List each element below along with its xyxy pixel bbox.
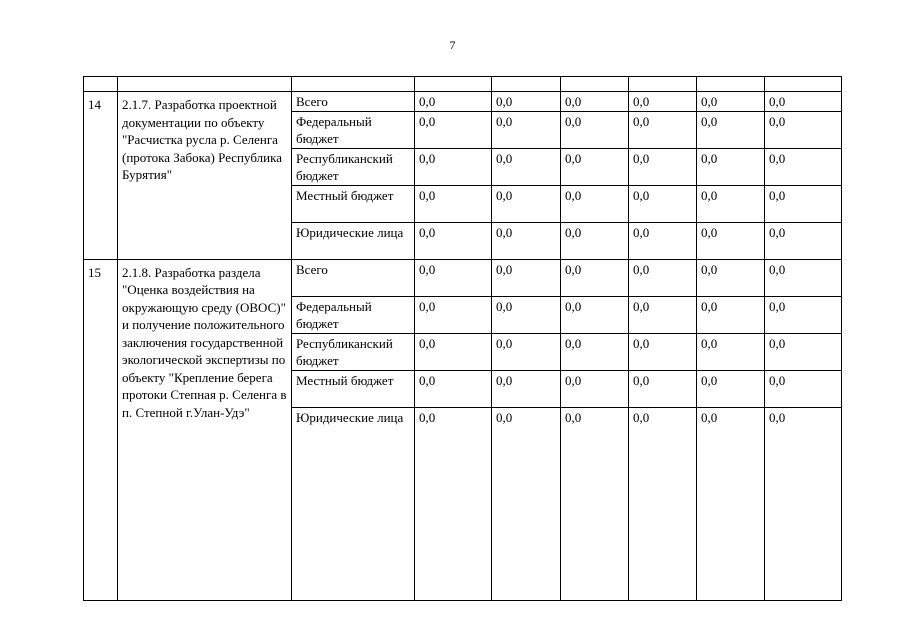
funding-value: 0,0 bbox=[697, 296, 765, 333]
funding-value: 0,0 bbox=[765, 259, 842, 296]
header-cell bbox=[292, 77, 415, 92]
funding-value: 0,0 bbox=[415, 185, 492, 222]
funding-value: 0,0 bbox=[561, 296, 629, 333]
funding-value: 0,0 bbox=[415, 111, 492, 148]
funding-value: 0,0 bbox=[765, 370, 842, 407]
funding-value: 0,0 bbox=[561, 259, 629, 296]
funding-value: 0,0 bbox=[492, 259, 561, 296]
funding-value: 0,0 bbox=[697, 333, 765, 370]
funding-value: 0,0 bbox=[765, 111, 842, 148]
table-row bbox=[84, 92, 842, 112]
funding-value: 0,0 bbox=[765, 148, 842, 185]
funding-value: 0,0 bbox=[765, 222, 842, 259]
header-cell bbox=[84, 77, 118, 92]
funding-value: 0,0 bbox=[561, 370, 629, 407]
funding-value: 0,0 bbox=[415, 333, 492, 370]
activity-description: 2.1.7. Разработка проектной документации по объекту "Расчистка русла р. Селенга (протока Забока) Республика Бурятия" bbox=[118, 92, 292, 260]
funding-source-label: Федеральный бюджет bbox=[292, 111, 415, 148]
funding-value: 0,0 bbox=[765, 185, 842, 222]
funding-value: 0,0 bbox=[492, 370, 561, 407]
funding-source-label: Республиканский бюджет bbox=[292, 333, 415, 370]
funding-value: 0,0 bbox=[629, 407, 697, 600]
funding-value: 0,0 bbox=[561, 148, 629, 185]
funding-value: 0,0 bbox=[492, 92, 561, 112]
funding-source-label: Федеральный бюджет bbox=[292, 296, 415, 333]
budget-table bbox=[83, 76, 842, 601]
funding-value: 0,0 bbox=[492, 111, 561, 148]
funding-source-label: Местный бюджет bbox=[292, 185, 415, 222]
funding-value: 0,0 bbox=[415, 92, 492, 112]
row-number: 15 bbox=[84, 259, 118, 600]
funding-value: 0,0 bbox=[765, 92, 842, 112]
funding-value: 0,0 bbox=[629, 148, 697, 185]
funding-value: 0,0 bbox=[415, 296, 492, 333]
funding-value: 0,0 bbox=[697, 259, 765, 296]
funding-value: 0,0 bbox=[415, 259, 492, 296]
funding-value: 0,0 bbox=[765, 333, 842, 370]
funding-value: 0,0 bbox=[697, 185, 765, 222]
funding-value: 0,0 bbox=[415, 222, 492, 259]
funding-value: 0,0 bbox=[415, 148, 492, 185]
funding-value: 0,0 bbox=[697, 92, 765, 112]
funding-value: 0,0 bbox=[697, 222, 765, 259]
funding-value: 0,0 bbox=[561, 92, 629, 112]
funding-value: 0,0 bbox=[629, 111, 697, 148]
table-row bbox=[84, 259, 842, 296]
header-cell bbox=[561, 77, 629, 92]
header-cell bbox=[492, 77, 561, 92]
page-number: 7 bbox=[449, 38, 456, 52]
funding-value: 0,0 bbox=[697, 148, 765, 185]
header-cell bbox=[415, 77, 492, 92]
funding-value: 0,0 bbox=[492, 296, 561, 333]
funding-source-label: Всего bbox=[292, 259, 415, 296]
funding-value: 0,0 bbox=[492, 222, 561, 259]
funding-source-label: Юридические лица bbox=[292, 222, 415, 259]
funding-value: 0,0 bbox=[629, 370, 697, 407]
funding-value: 0,0 bbox=[697, 370, 765, 407]
funding-value: 0,0 bbox=[629, 222, 697, 259]
funding-value: 0,0 bbox=[629, 259, 697, 296]
funding-source-label: Всего bbox=[292, 92, 415, 112]
funding-value: 0,0 bbox=[697, 111, 765, 148]
funding-source-label: Республиканский бюджет bbox=[292, 148, 415, 185]
funding-value: 0,0 bbox=[561, 333, 629, 370]
header-cell bbox=[697, 77, 765, 92]
funding-value: 0,0 bbox=[561, 407, 629, 600]
funding-value: 0,0 bbox=[629, 296, 697, 333]
funding-value: 0,0 bbox=[415, 407, 492, 600]
funding-value: 0,0 bbox=[561, 111, 629, 148]
funding-source-label: Юридические лица bbox=[292, 407, 415, 600]
funding-value: 0,0 bbox=[492, 185, 561, 222]
funding-value: 0,0 bbox=[697, 407, 765, 600]
funding-value: 0,0 bbox=[629, 185, 697, 222]
funding-value: 0,0 bbox=[561, 185, 629, 222]
funding-value: 0,0 bbox=[765, 407, 842, 600]
header-cell bbox=[765, 77, 842, 92]
funding-value: 0,0 bbox=[492, 148, 561, 185]
table-header-row bbox=[84, 77, 842, 92]
activity-description: 2.1.8. Разработка раздела "Оценка воздействия на окружающую среду (ОВОС)" и получение положительного заключения государственной экологической экспертизы по объекту "Крепление берега протоки Степная р. Селенга в п. Степной г.Улан-Удэ" bbox=[118, 259, 292, 600]
header-cell bbox=[118, 77, 292, 92]
funding-value: 0,0 bbox=[415, 370, 492, 407]
row-number: 14 bbox=[84, 92, 118, 260]
funding-value: 0,0 bbox=[492, 407, 561, 600]
funding-value: 0,0 bbox=[629, 333, 697, 370]
header-cell bbox=[629, 77, 697, 92]
funding-value: 0,0 bbox=[561, 222, 629, 259]
funding-value: 0,0 bbox=[492, 333, 561, 370]
funding-value: 0,0 bbox=[765, 296, 842, 333]
funding-value: 0,0 bbox=[629, 92, 697, 112]
funding-source-label: Местный бюджет bbox=[292, 370, 415, 407]
